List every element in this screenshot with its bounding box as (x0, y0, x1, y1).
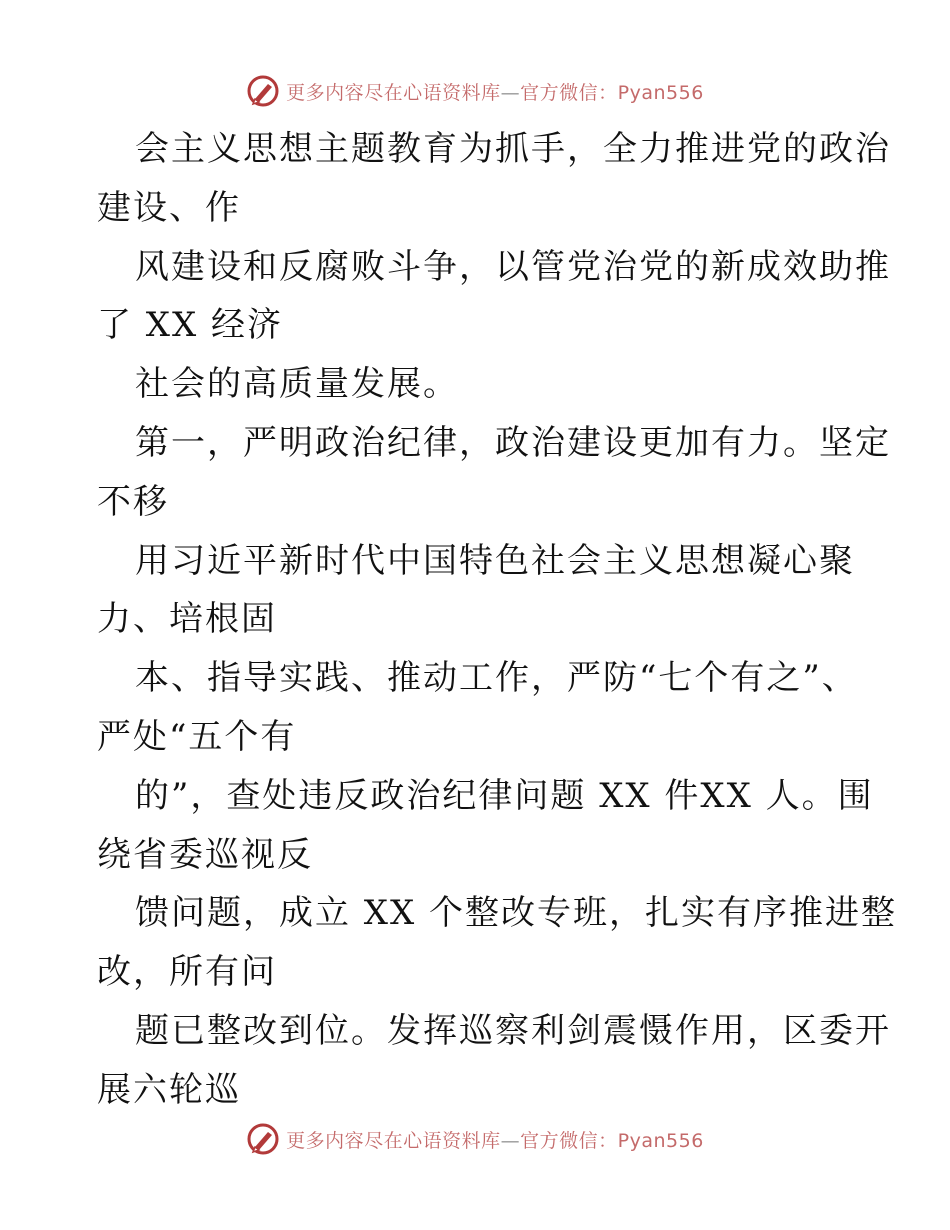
header-contact: 官方微信：Pyan556 (520, 81, 704, 104)
header-watermark-text (286, 78, 704, 105)
text-line: 了 XX 经济 (97, 305, 284, 346)
footer-contact: 官方微信：Pyan556 (520, 1129, 704, 1152)
footer-separator: — (500, 1129, 521, 1152)
text-line: 本、指导实践、推动工作，严防“七个有之”、 (135, 658, 858, 699)
text-line: 馈问题，成立 XX 个整改专班，扎实有序推进整 (135, 893, 898, 934)
text-line: 风建设和反腐败斗争，以管党治党的新成效助推 (135, 246, 891, 287)
text-line: 社会的高质量发展。 (135, 364, 459, 405)
text-line: 会主义思想主题教育为抓手，全力推进党的政治 (135, 129, 891, 169)
footer-brand: 更多内容尽在心语资料库 (286, 1129, 501, 1152)
text-line: 建设、作 (97, 187, 241, 228)
text-line: 展六轮巡 (97, 1069, 241, 1110)
text-line: 改，所有问 (97, 952, 277, 993)
text-line: 题已整改到位。发挥巡察利剑震慑作用，区委开 (135, 1010, 891, 1051)
text-line: 力、培根固 (97, 599, 277, 640)
text-line: 的”，查处违反政治纪律问题 XX 件XX 人。围 (135, 775, 874, 816)
header-separator: — (500, 81, 521, 104)
text-line: 绕省委巡视反 (97, 834, 313, 875)
pen-logo-icon (246, 74, 280, 108)
text-line: 第一，严明政治纪律，政治建设更加有力。坚定 (135, 422, 891, 463)
text-line: 用习近平新时代中国特色社会主义思想凝心聚 (135, 540, 855, 581)
header-watermark (0, 71, 950, 111)
pen-logo-icon (246, 1122, 280, 1156)
document-body (97, 120, 898, 1120)
text-line: 严处“五个有 (97, 716, 297, 757)
footer-watermark (0, 1119, 950, 1159)
footer-watermark-text (286, 1126, 704, 1153)
header-brand: 更多内容尽在心语资料库 (286, 81, 501, 104)
text-line: 不移 (97, 481, 169, 522)
